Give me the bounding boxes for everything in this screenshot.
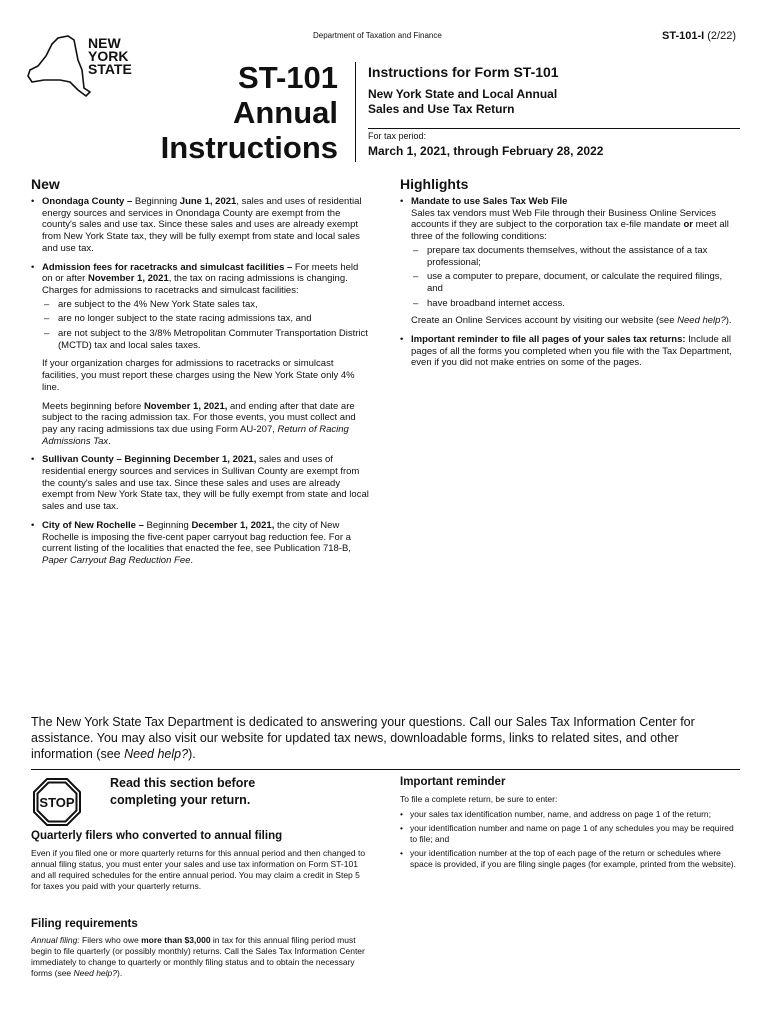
department-name: Department of Taxation and Finance [313, 31, 442, 40]
quarterly-heading: Quarterly filers who converted to annual filing [31, 830, 283, 842]
header-rule [368, 128, 740, 129]
create-account-note: Create an Online Services account by visiting our website (see Need help?). [411, 315, 732, 327]
reminder-item: • your sales tax identification number, name, and address on page 1 of the return; [400, 809, 740, 820]
new-column [31, 196, 371, 574]
racetracks-subitem: – are no longer subject to the state racing admissions tax, and [42, 313, 371, 325]
webfile-condition: – prepare tax documents themselves, without the assistance of a tax professional; [411, 245, 740, 268]
highlights-column [400, 196, 740, 376]
section-rule [31, 769, 740, 770]
racetracks-note: If your organization charges for admissions to racetracks or simulcast facilities, you must report these charges using the New York State only 4% line. [42, 358, 355, 393]
reminder-item: • your identification number and name on page 1 of any schedules you may be required to file; and [400, 823, 740, 845]
filing-text: Annual filing: Filers who owe more than $3,000 in tax for this annual filing period must begin to file quarterly (or possibly monthly) returns. Call the Sales Tax Information Center immediately to change to quarterly or monthly filing status and to obtain the necessary forms (see Need help?). [31, 935, 365, 978]
tax-period: March 1, 2021, through February 28, 2022 [368, 144, 604, 158]
racetracks-item: • Admission fees for racetracks and simulcast facilities – For meets held on or after November 1, 2021, the tax on racing admissions is changing. Charges for admissions to racetracks and simulcast facilities: – are subject to the 4% New York State sales tax, – are no longer subject to the state racing admissions tax, and – are not subject to the 3/8% Metropolitan Commuter Transportation District (MCTD) tax and local sales taxes. [31, 262, 371, 352]
webfile-condition: – have broadband internet access. [411, 298, 740, 310]
svg-text:YORK: YORK [88, 48, 129, 64]
instructions-title: Instructions for Form ST-101 [368, 64, 559, 80]
sullivan-item: • Sullivan County – Beginning December 1, 2021, sales and uses of residential energy sources and services in Sullivan County are exempt from the county's sales and use tax. Since these sales and uses are already exempt from New York State tax, they will be fully exempt from state and local sales and use tax. [31, 454, 371, 513]
instructions-subtitle: New York State and Local Annual Sales and Use Tax Return [368, 87, 558, 116]
rochelle-item: • City of New Rochelle – Beginning December 1, 2021, the city of New Rochelle is imposing the five-cent paper carryout bag reduction fee. For a current listing of the localities that enacted the fee, see Publication 718-B, Paper Carryout Bag Reduction Fee. [31, 520, 371, 567]
important-heading: Important reminder [400, 776, 506, 788]
new-york-state-logo [24, 30, 144, 100]
file-all-pages-item: • Important reminder to file all pages of your sales tax returns: Include all pages of all the forms you completed when you file with the Tax Department, even if you did not make entries on some of the pages. [400, 334, 740, 369]
new-heading: New [31, 176, 60, 192]
important-list: To file a complete return, be sure to enter: • your sales tax identification number, name, and address on page 1 of the return; • your identification number and name on page 1 of any schedules you may be required to file; and • your identification number at the top of each page of the return or schedules where space is provided, if you are filing single pages (for example, printed from the website). [400, 794, 740, 873]
assistance-paragraph: The New York State Tax Department is dedicated to answering your questions. Call our Sales Tax Information Center for assistance. You may also visit our website for updated tax news, downloadable forms, links to related sites, and other information (see Need help?). [31, 715, 695, 761]
quarterly-text: Even if you filed one or more quarterly returns for this annual period and then changed to annual filing status, you must enter your sales and use tax information on Form ST-101 and all required schedules for the entire annual period. You may claim a credit in Step 5 for taxes you paid with your quarterly returns. [31, 848, 366, 891]
svg-text:STATE: STATE [88, 61, 132, 77]
form-id: ST-101-I (2/22) [662, 30, 736, 42]
webfile-condition: – use a computer to prepare, document, or calculate the required filings, and [411, 271, 740, 294]
title-divider [355, 62, 356, 162]
reminder-item: • your identification number at the top of each page of the return or schedules where space is provided, if you are filing single pages (for example, printed from the website). [400, 848, 740, 870]
racetracks-subitem: – are subject to the 4% New York State sales tax, [42, 299, 371, 311]
svg-text:NEW: NEW [88, 35, 121, 51]
racetracks-meets: Meets beginning before November 1, 2021, and ending after that date are subject to the racing admission tax. For those events, you must collect and pay any racing admissions tax due using Form AU-207, Return of Racing Admissions Tax. [42, 400, 356, 447]
filing-heading: Filing requirements [31, 918, 138, 930]
stop-sign-icon [33, 778, 81, 826]
webfile-item: • Mandate to use Sales Tax Web File Sales tax vendors must Web File through their Business Online Services accounts if they are subject to the corporation tax e-file mandate or meet all three of the following conditions: – prepare tax documents themselves, without the assistance of a tax professional; – use a computer to prepare, document, or calculate the required filings, and – have broadband internet access. Create an Online Services account by visiting our website (see Need help?). [400, 196, 740, 327]
tax-period-label: For tax period: [368, 131, 427, 141]
read-before-notice: Read this section before completing your return. [110, 776, 256, 807]
onondaga-item: • Onondaga County – Beginning June 1, 2021, sales and uses of residential energy sources and services in Onondaga County are exempt from the county's sales and use tax. Since these sales and uses are already exempt from New York State tax, they will be fully exempt from state and local sales and use tax. [31, 196, 371, 255]
svg-text:STOP: STOP [39, 795, 75, 810]
page-title: ST-101 Annual Instructions [160, 60, 338, 165]
racetracks-subitem: – are not subject to the 3/8% Metropolitan Commuter Transportation District (MCTD) tax and local sales taxes. [42, 328, 371, 351]
highlights-heading: Highlights [400, 176, 469, 192]
